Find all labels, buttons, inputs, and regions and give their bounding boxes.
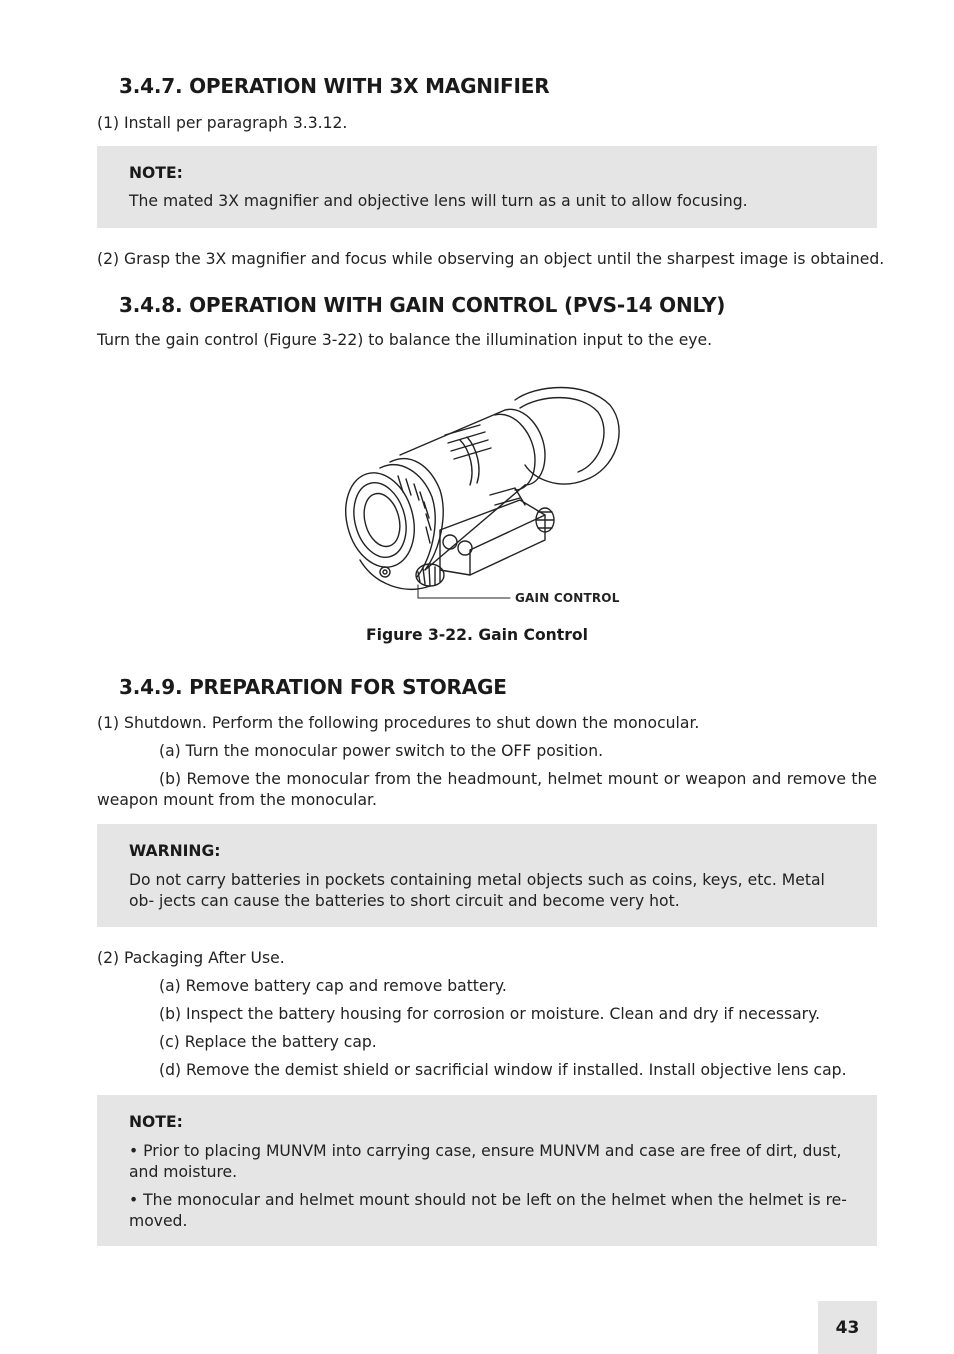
s349-step-1: (1) Shutdown. Perform the following procedures to shut down the monocular. (97, 714, 700, 732)
s349-step-2b: (b) Inspect the battery housing for corrosion or moisture. Clean and dry if necessary. (159, 1005, 821, 1023)
objective-lens (336, 465, 425, 575)
section-3-4-8-heading: 3.4.8. OPERATION WITH GAIN CONTROL (PVS-14 ONLY) (119, 293, 726, 317)
note-bullet-1: • Prior to placing MUNVM into carrying case, ensure MUNVM and case are free of dirt, dust, and moisture. (129, 1142, 842, 1181)
figure-caption: Figure 3-22. Gain Control (366, 626, 588, 644)
s349-step-2: (2) Packaging After Use. (97, 949, 285, 967)
s349-step-2d: (d) Remove the demist shield or sacrificial window if installed. Install objective lens cap. (159, 1061, 847, 1079)
s349-step-2c: (c) Replace the battery cap. (159, 1033, 377, 1051)
note-bullet-2: • The monocular and helmet mount should not be left on the helmet when the helmet is re- moved. (129, 1191, 847, 1230)
s349-step-1b: (b) Remove the monocular from the headmount, helmet mount or weapon and remove the (159, 770, 877, 788)
note-box-magnifier (97, 146, 877, 228)
s347-step-2: (2) Grasp the 3X magnifier and focus while observing an object until the sharpest image is obtained. (97, 250, 885, 268)
s348-intro: Turn the gain control (Figure 3-22) to balance the illumination input to the eye. (97, 331, 713, 349)
note-box-storage (97, 1095, 877, 1246)
note-label: NOTE: (129, 164, 183, 182)
gain-control-callout: GAIN CONTROL (515, 591, 620, 605)
note-label: NOTE: (129, 1113, 183, 1131)
gain-control-leader (418, 585, 510, 598)
page-number: 43 (818, 1301, 877, 1354)
note-text: The mated 3X magnifier and objective lens will turn as a unit to allow focusing. (129, 192, 748, 210)
s349-step-1b-continued: weapon mount from the monocular. (97, 791, 377, 809)
warning-box-batteries (97, 824, 877, 927)
s347-step-1: (1) Install per paragraph 3.3.12. (97, 114, 348, 132)
s349-step-1a: (a) Turn the monocular power switch to the OFF position. (159, 742, 604, 760)
warning-label: WARNING: (129, 842, 221, 860)
s349-step-2a: (a) Remove battery cap and remove battery. (159, 977, 507, 995)
eyecup-inner (520, 398, 604, 472)
monocular-illustration (330, 380, 630, 610)
section-3-4-7-heading: 3.4.7. OPERATION WITH 3X MAGNIFIER (119, 74, 550, 98)
section-3-4-9-heading: 3.4.9. PREPARATION FOR STORAGE (119, 675, 507, 699)
warning-text: Do not carry batteries in pockets containing metal objects such as coins, keys, etc. Metal ob- jects can cause the batteries to short circuit and become very hot. (129, 871, 825, 910)
